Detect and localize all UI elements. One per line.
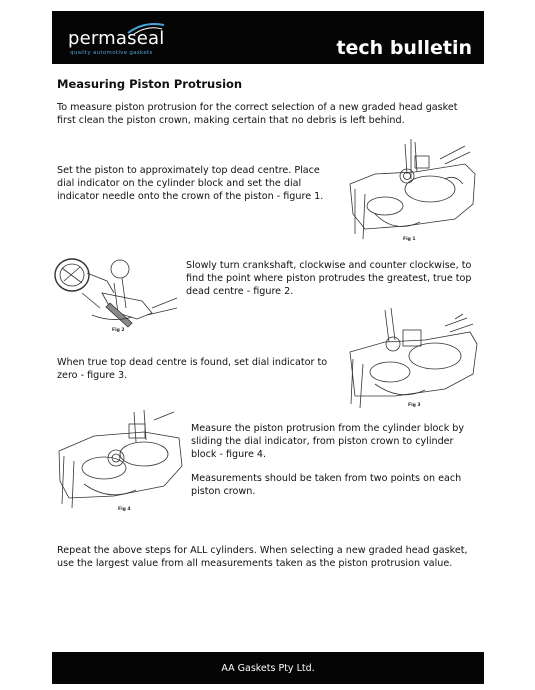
- figure-1: [345, 134, 479, 246]
- figure-2: [52, 253, 180, 337]
- header-band: [52, 11, 484, 64]
- figure-4-label: Fig 4: [118, 507, 131, 512]
- figure-4: [54, 406, 184, 516]
- step-3-text: When true top dead centre is found, set dial indicator to zero - figure 3.: [57, 357, 328, 381]
- figure-1-drawing: [345, 134, 479, 246]
- figure-4-drawing: [54, 406, 184, 516]
- bulletin-title: tech bulletin: [336, 37, 472, 59]
- permaseal-logo: [62, 15, 175, 59]
- step-1-text: Set the piston to approximately top dead centre. Place dial indicator on the cylinder block and set the dial indicator needle onto the crown of the piston - figure 1.: [57, 165, 324, 202]
- footer-band: [52, 652, 484, 684]
- figure-1-label: Fig 1: [403, 237, 416, 242]
- step-5-text: Measurements should be taken from two points on each piston crown.: [191, 473, 462, 497]
- brand-tagline: quality automotive gaskets: [70, 50, 153, 56]
- brand-name: permaseal: [68, 28, 165, 49]
- intro-paragraph: To measure piston protrusion for the correct selection of a new graded head gasket first clean the piston crown, making certain that no debris is left behind.: [57, 102, 458, 126]
- page-heading: Measuring Piston Protrusion: [57, 77, 243, 91]
- footer-company: AA Gaskets Pty Ltd.: [221, 663, 315, 674]
- figure-3: [345, 304, 480, 412]
- step-2-text: Slowly turn crankshaft, clockwise and counter clockwise, to find the point where piston protrudes the greatest, true top dead centre - figure 2.: [186, 260, 472, 297]
- conclusion-paragraph: Repeat the above steps for ALL cylinders. When selecting a new graded head gasket, use the largest value from all measurements taken as the piston protrusion value.: [57, 545, 468, 569]
- step-4-text: Measure the piston protrusion from the cylinder block by sliding the dial indicator, from piston crown to cylinder block - figure 4.: [191, 423, 465, 460]
- figure-3-drawing: [345, 304, 480, 412]
- figure-2-label: Fig 2: [112, 328, 125, 333]
- figure-2-drawing: [52, 253, 180, 337]
- figure-3-label: Fig 3: [408, 403, 421, 408]
